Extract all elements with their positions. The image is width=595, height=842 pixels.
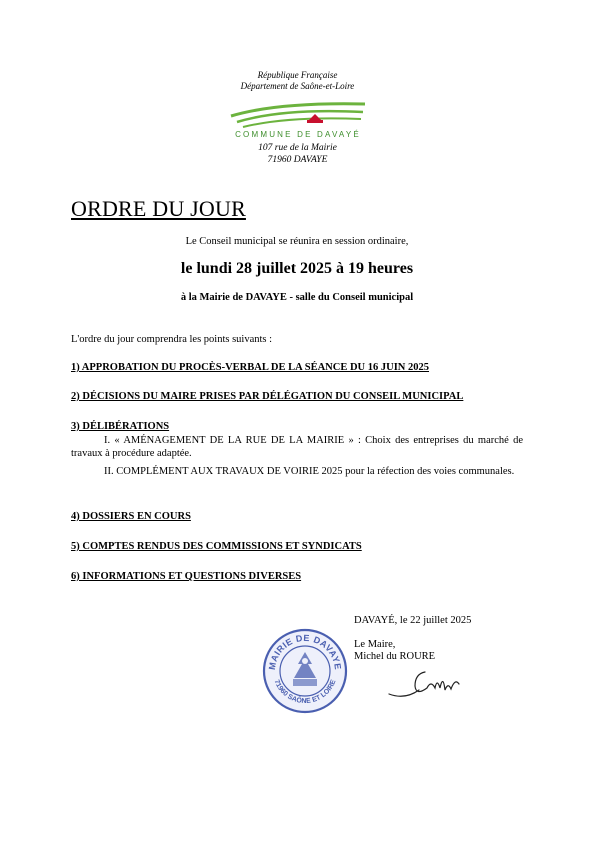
- page-title: ORDRE DU JOUR: [71, 196, 246, 221]
- intro-text: Le Conseil municipal se réunira en session ordinaire,: [185, 236, 409, 247]
- lead-text: L'ordre du jour comprendra les points suivants :: [71, 334, 273, 345]
- seal-top-text: MAIRIE DE DAVAYE: [266, 632, 344, 671]
- agenda-item-6: 6) INFORMATIONS ET QUESTIONS DIVERSES: [71, 571, 302, 582]
- mayor-signature: [385, 660, 470, 702]
- signature-name: Michel du ROURE: [354, 651, 436, 662]
- deliberation-2: II. COMPLÉMENT AUX TRAVAUX DE VOIRIE 2025 pour la réfection des voies communales.: [104, 466, 515, 477]
- letterhead: [200, 70, 395, 166]
- meeting-date: le lundi 28 juillet 2025 à 19 heures: [180, 260, 414, 277]
- agenda-item-4: 4) DOSSIERS EN COURS: [71, 511, 191, 522]
- signature-date: DAVAYÉ, le 22 juillet 2025: [354, 615, 472, 626]
- agenda-item-1: 1) APPROBATION DU PROCÈS-VERBAL DE LA SÉANCE DU 16 JUIN 2025: [71, 362, 430, 373]
- logo-text: COMMUNE DE DAVAYÉ: [234, 130, 361, 139]
- address-line-2: 71960 DAVAYE: [267, 155, 328, 165]
- commune-logo: [223, 94, 373, 140]
- seal-bottom-text: 71960 SAÔNE ET LOIRE: [272, 678, 338, 706]
- agenda-item-5: 5) COMPTES RENDUS DES COMMISSIONS ET SYNDICATS: [71, 541, 362, 552]
- signature-role: Le Maire,: [354, 639, 396, 650]
- republic-label: République Française: [257, 70, 338, 80]
- deliberation-1: I. « AMÉNAGEMENT DE LA RUE DE LA MAIRIE » : Choix des entreprises du marché de travaux à procédure adaptée.: [71, 435, 523, 459]
- agenda-item-2: 2) DÉCISIONS DU MAIRE PRISES PAR DÉLÉGATION DU CONSEIL MUNICIPAL: [71, 391, 464, 402]
- agenda-item-3: 3) DÉLIBÉRATIONS: [71, 421, 170, 432]
- department-label: Département de Saône-et-Loire: [240, 81, 355, 91]
- mairie-seal-stamp: [262, 628, 348, 714]
- meeting-place: à la Mairie de DAVAYE - salle du Conseil municipal: [180, 292, 414, 303]
- address-line-1: 107 rue de la Mairie: [258, 143, 337, 153]
